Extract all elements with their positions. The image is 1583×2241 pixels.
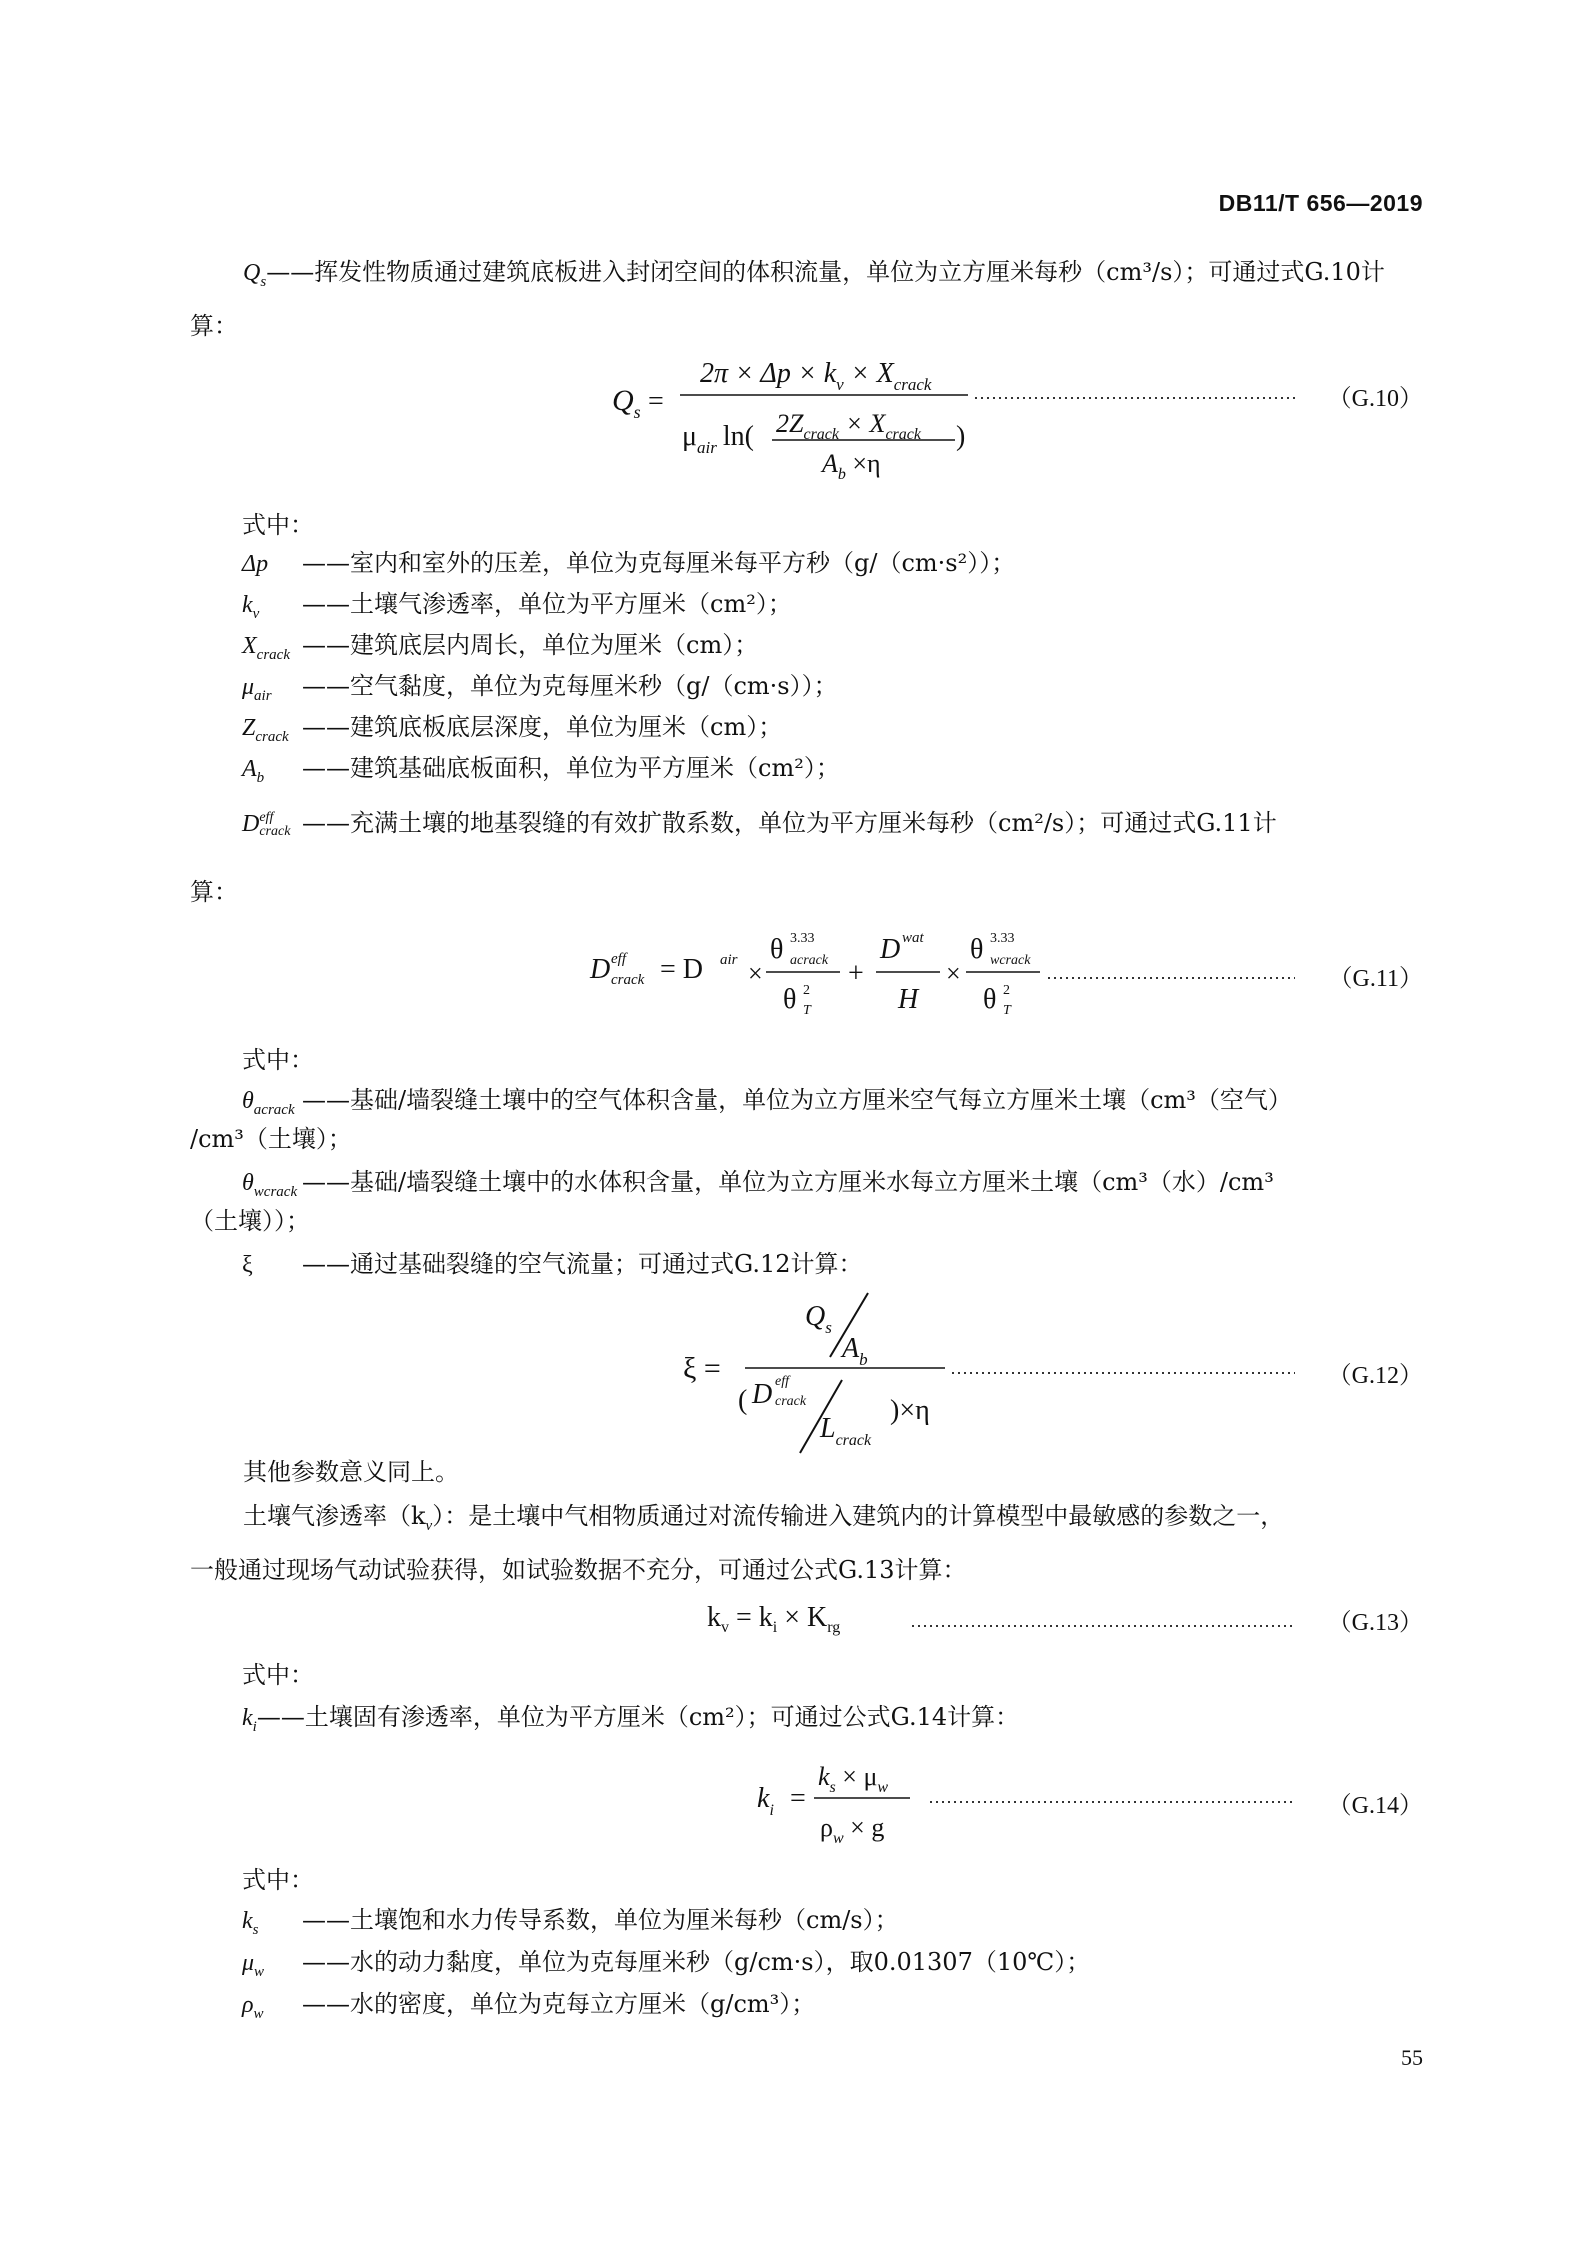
g12-ab: $A_b$ <box>842 1333 868 1369</box>
g10-number: （G.10） <box>1327 386 1423 412</box>
where-label-g10: 式中： <box>242 511 314 539</box>
ki-definition <box>242 1697 1019 1747</box>
g11-symbol-1: $\theta_{wcrack}$ <box>242 1170 298 1200</box>
xi-symbol: ξ <box>242 1252 253 1278</box>
equation-g10 <box>0 350 1583 490</box>
g12-close-paren: )×η <box>890 1395 930 1426</box>
g11-wcrack-sub: wcrack <box>990 953 1031 968</box>
g10-lhs: $Q_s$ <box>612 384 641 422</box>
g10-close-paren: ) <box>956 421 966 452</box>
qs-symbol: Q <box>243 260 261 286</box>
g12-lcrack: $L_{crack}$ <box>820 1413 872 1449</box>
g11-plus: + <box>848 958 864 989</box>
g12-lhs: ξ = <box>683 1352 721 1385</box>
where-label-g13: 式中： <box>242 1661 314 1689</box>
g10-symbol-3: $\mu_{air}$ <box>242 674 272 704</box>
g11-dair-sup: air <box>720 952 738 968</box>
ki-symbol: $k_i$ <box>242 1705 257 1735</box>
xi-definition <box>242 1244 862 1285</box>
deff-definition-text: ——充满土壤的地基裂缝的有效扩散系数，单位为平方厘米每秒（cm²/s）；可通过式G.11计 <box>302 809 1277 837</box>
g11-theta-t-1: θ <box>783 984 797 1015</box>
g11-t-sup-1: 2 <box>803 983 810 998</box>
g11-dwat: D <box>880 934 901 965</box>
qs-subscript: s <box>260 273 267 290</box>
g11-t-sub-1: T <box>803 1003 811 1018</box>
g14-symbol-0: $k_s$ <box>242 1908 259 1938</box>
g14-definition-2 <box>242 1984 815 2034</box>
g11-acrack-sup: 3.33 <box>790 931 815 946</box>
where-label-g14: 式中： <box>242 1866 314 1894</box>
g10-symbol-0: Δp <box>242 551 269 577</box>
g14-numerator: $k_s \times \mu_w$ <box>818 1762 889 1796</box>
g10-inner-numerator: $2Z_{crack} \times X_{crack}$ <box>776 409 921 443</box>
g10-symbol-4: $Z_{crack}$ <box>242 715 289 745</box>
g11-wcrack-sup: 3.33 <box>990 931 1015 946</box>
g10-text-2: ——建筑底层内周长，单位为厘米（cm）； <box>302 631 759 659</box>
g10-equals: = <box>648 386 664 417</box>
g11-t-sup-2: 2 <box>1003 983 1010 998</box>
g11-text-0: ——基础/墙裂缝土壤中的空气体积含量，单位为立方厘米空气每立方厘米土壤（cm³（空气） <box>302 1086 1292 1114</box>
g11-dwat-sup: wat <box>902 930 924 946</box>
g11-times-2: × <box>946 959 961 988</box>
g11-number: （G.11） <box>1328 966 1423 992</box>
g11-continuation-0: /cm³（土壤）； <box>190 1125 352 1153</box>
ki-definition-text: ——土壤固有渗透率，单位为平方厘米（cm²）；可通过公式G.14计算： <box>256 1703 1020 1731</box>
qs-definition-paragraph <box>190 250 1416 348</box>
g14-text-0: ——土壤饱和水力传导系数，单位为厘米每秒（cm/s）； <box>302 1906 899 1934</box>
g11-lhs: D <box>590 954 611 985</box>
g14-equals: = <box>790 1783 806 1814</box>
g11-lhs-sup: eff <box>611 951 626 967</box>
g11-times-1: × <box>748 959 763 988</box>
g10-definition-5 <box>242 748 840 798</box>
g12-number: （G.12） <box>1327 1363 1423 1389</box>
qs-definition-text: ——挥发性物质通过建筑底板进入封闭空间的体积流量，单位为立方厘米每秒（cm³/s）；可通过式G.10计算： <box>190 258 1385 340</box>
g10-symbol-5: $A_b$ <box>242 756 265 786</box>
deff-symbol: D eff crack <box>242 810 291 840</box>
g10-text-0: ——室内和室外的压差，单位为克每厘米每平方秒（g/（cm·s²））； <box>302 549 1016 577</box>
g14-lhs: $k_i$ <box>757 1783 774 1819</box>
deff-continuation: 算： <box>190 878 238 906</box>
g12-deff-sup: eff <box>775 1374 789 1389</box>
g14-symbol-1: $\mu_w$ <box>242 1950 265 1980</box>
g11-continuation-1: （土壤））； <box>190 1207 310 1235</box>
kv-paragraph: 土壤气渗透率$(k_v)$：是土壤中气相物质通过对流传输进入建筑内的计算模型中最敏感的参数之一， 一般通过现场气动试验获得，如试验数据不充分，可通过公式G.13计算： <box>190 1502 1285 1584</box>
g11-t-sub-2: T <box>1003 1003 1011 1018</box>
g10-symbol-2: $X_{crack}$ <box>242 633 290 663</box>
g11-symbol-0: $\theta_{acrack}$ <box>242 1088 295 1118</box>
g11-dair: = D <box>660 954 704 985</box>
g12-open-paren: ( <box>738 1385 748 1416</box>
g12-deff-sub: crack <box>775 1394 807 1409</box>
g14-denominator: $\rho_w \times g$ <box>820 1813 885 1847</box>
g11-lhs-sub: crack <box>611 972 645 988</box>
g12-deff: D <box>752 1379 773 1410</box>
g14-text-2: ——水的密度，单位为克每立方厘米（g/cm³）； <box>302 1990 816 2018</box>
g14-number: （G.14） <box>1327 1793 1423 1819</box>
g11-text-1: ——基础/墙裂缝土壤中的水体积含量，单位为立方厘米水每立方厘米土壤（cm³（水）/cm³ <box>302 1168 1274 1196</box>
g10-den-mu: $\mu_{air}$ ln( <box>682 421 754 457</box>
g11-h: H <box>898 984 919 1015</box>
g10-definition-0 <box>242 543 1015 584</box>
g13-number: （G.13） <box>1327 1610 1423 1636</box>
g11-acrack-sub: acrack <box>790 953 829 968</box>
g12-qs: $Q_s$ <box>805 1301 832 1337</box>
g10-text-1: ——土壤气渗透率，单位为平方厘米（cm²）； <box>302 590 792 618</box>
g11-theta-t-2: θ <box>983 984 997 1015</box>
g10-text-4: ——建筑底板底层深度，单位为厘米（cm）； <box>302 713 783 741</box>
xi-definition-text: ——通过基础裂缝的空气流量；可通过式G.12计算： <box>302 1250 863 1278</box>
g11-theta-wcrack: θ <box>970 934 984 965</box>
g10-inner-denominator: $A_b \times\eta$ <box>822 449 881 483</box>
g14-text-1: ——水的动力黏度，单位为克每厘米秒（g/cm·s），取0.01307（10℃）； <box>302 1948 1091 1976</box>
page-number: 55 <box>1401 2045 1423 2070</box>
where-label-g11: 式中： <box>242 1046 314 1074</box>
g10-text-3: ——空气黏度，单位为克每厘米秒（g/（cm·s））； <box>302 672 838 700</box>
g11-theta-acrack: θ <box>770 934 784 965</box>
g10-numerator: $2\pi \times \Delta p \times k_v \times X_{crack}$ <box>700 358 932 394</box>
standard-code-header: DB11/T 656—2019 <box>1218 190 1423 216</box>
deff-definition <box>242 803 1277 844</box>
g13-expression: $k_v = k_i \times K_{rg}$ <box>707 1602 841 1636</box>
other-params-note: 其他参数意义同上。 <box>243 1458 459 1486</box>
g14-symbol-2: $\rho_w$ <box>242 1992 264 2022</box>
g10-symbol-1: $k_v$ <box>242 592 260 622</box>
g10-text-5: ——建筑基础底板面积，单位为平方厘米（cm²）； <box>302 754 840 782</box>
